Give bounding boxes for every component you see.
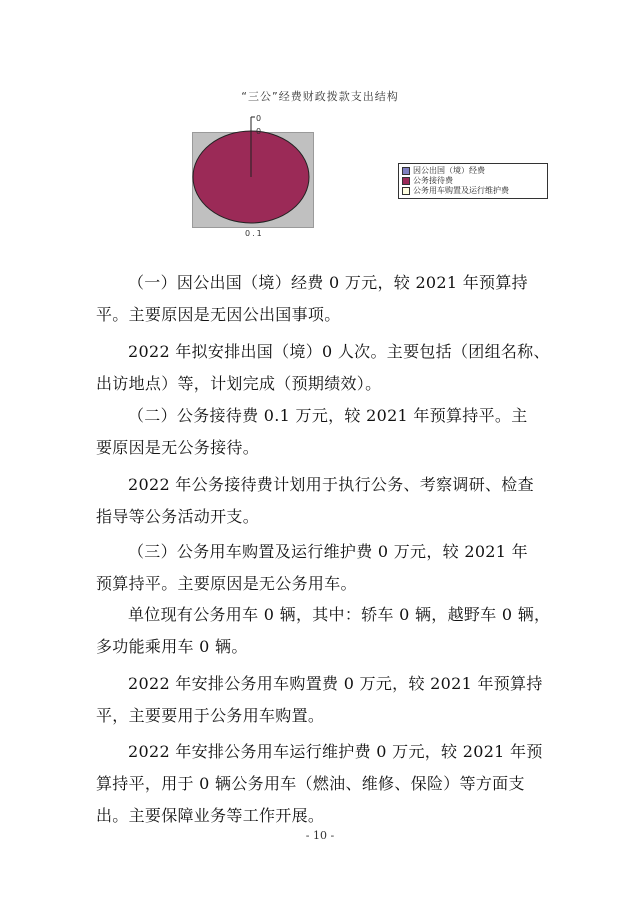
legend-item [402, 166, 544, 176]
legend-label: 公务用车购置及运行维护费 [413, 186, 509, 195]
paragraph-line: （一）因公出国（境）经费 0 万元，较 2021 年预算持 [128, 273, 528, 292]
pie-chart [0, 0, 640, 250]
legend-label: 因公出国（境）经费 [413, 166, 485, 175]
paragraph-line: （二）公务接待费 0.1 万元，较 2021 年预算持平。主 [128, 406, 528, 425]
paragraph-line: 2022 年安排公务用车运行维护费 0 万元，较 2021 年预 [128, 742, 543, 761]
pie-data-label: 0 [256, 114, 262, 123]
paragraph-line: 预算持平。主要原因是无公务用车。 [96, 574, 357, 593]
paragraph-line: 2022 年安排公务用车购置费 0 万元，较 2021 年预算持 [128, 674, 543, 693]
paragraph-line: 2022 年公务接待费计划用于执行公务、考察调研、检查 [128, 475, 534, 494]
pie-data-label: 0.1 [245, 229, 264, 238]
legend-label: 公务接待费 [413, 176, 453, 185]
paragraph-line: 平，主要要用于公务用车购置。 [96, 706, 325, 725]
chart-title: “三公”经费财政拨款支出结构 [241, 90, 399, 103]
paragraph-line: 算持平，用于 0 辆公务用车（燃油、维修、保险）等方面支 [96, 774, 525, 793]
paragraph-line: 出访地点）等，计划完成（预期绩效）。 [96, 374, 382, 393]
legend-item [402, 186, 544, 196]
paragraph-line: 多功能乘用车 0 辆。 [96, 637, 248, 656]
page-number: - 10 - [305, 829, 335, 842]
paragraph-line: （三）公务用车购置及运行维护费 0 万元，较 2021 年 [128, 542, 528, 561]
paragraph-line: 指导等公务活动开支。 [96, 507, 260, 526]
chart-legend [398, 163, 548, 199]
paragraph-line: 平。主要原因是无因公出国事项。 [96, 305, 341, 324]
legend-swatch [402, 187, 410, 195]
paragraph-line: 2022 年拟安排出国（境）0 人次。主要包括（团组名称、 [128, 342, 550, 361]
paragraph-line: 出。主要保障业务等工作开展。 [96, 806, 325, 825]
legend-item [402, 176, 544, 186]
pie-data-label: 0 [256, 127, 262, 136]
paragraph-line: 要原因是无公务接待。 [96, 438, 260, 457]
paragraph-line: 单位现有公务用车 0 辆，其中：轿车 0 辆，越野车 0 辆， [128, 605, 551, 624]
legend-swatch [402, 167, 410, 175]
legend-swatch [402, 177, 410, 185]
